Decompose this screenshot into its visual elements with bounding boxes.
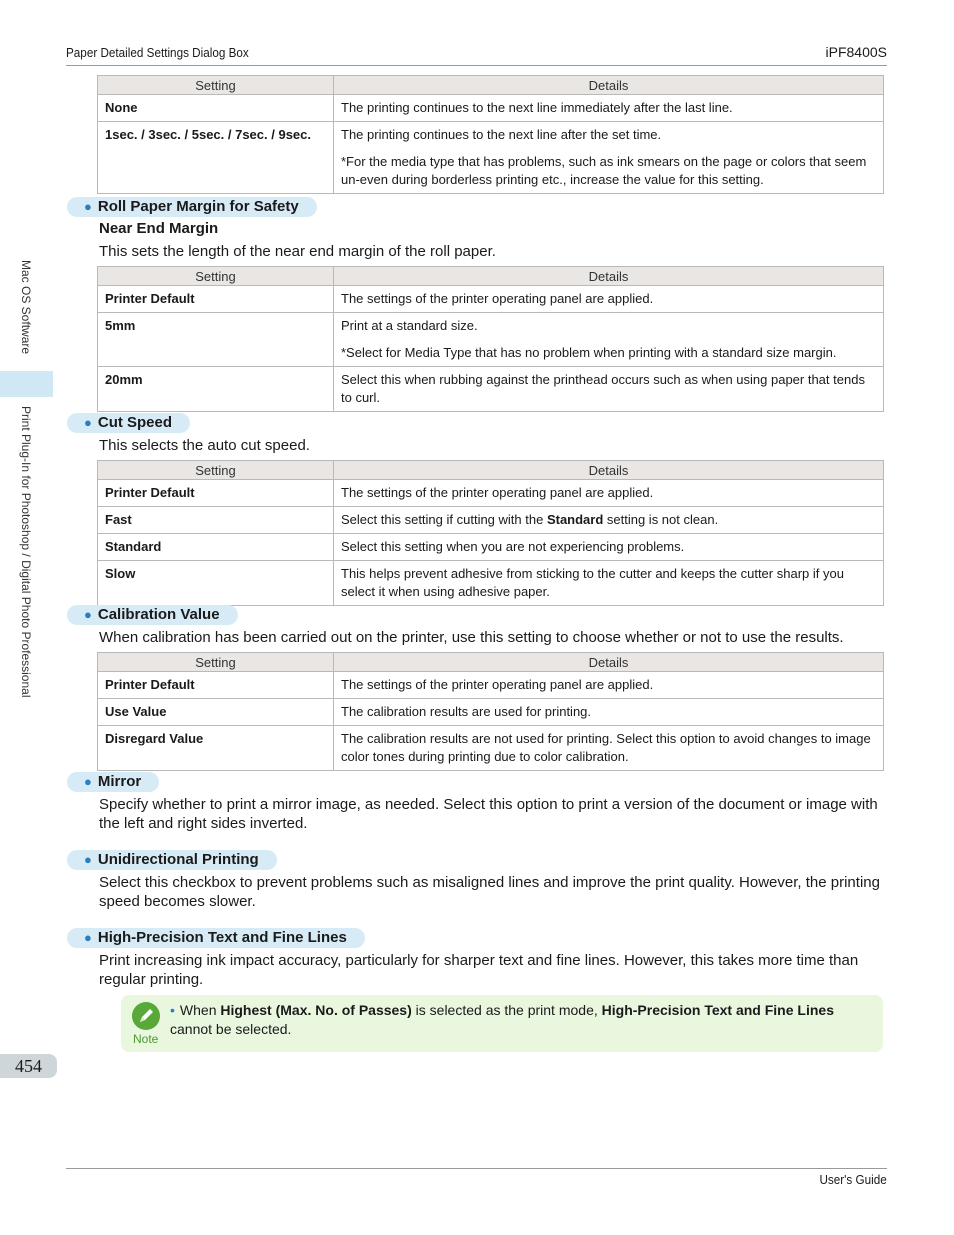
note-box [121,995,883,1052]
column-header-setting: Setting [98,267,334,286]
note-pencil-icon [132,1002,160,1030]
section-heading-high-precision: ● High-Precision Text and Fine Lines [67,928,365,948]
table-row [98,672,884,699]
section-description: This selects the auto cut speed. [99,437,310,454]
bullet-icon: ● [84,774,92,789]
bullet-icon: ● [84,199,92,214]
section-description: This sets the length of the near end margin of the roll paper. [99,243,496,260]
column-header-setting: Setting [98,76,334,95]
details-cell: The settings of the printer operating panel are applied. [334,672,884,699]
running-header-title: Paper Detailed Settings Dialog Box [66,45,249,60]
setting-cell: Use Value [98,699,334,726]
table-row [98,313,884,367]
bullet-icon: • [170,1002,175,1018]
bullet-icon: ● [84,852,92,867]
bullet-icon: ● [84,607,92,622]
table-row [98,699,884,726]
column-header-details: Details [334,461,884,480]
details-cell: Print at a standard size. *Select for Media Type that has no problem when printing with a standard size margin. [334,313,884,367]
table-row [98,286,884,313]
side-tab-marker [0,371,53,397]
details-cell: The printing continues to the next line after the set time. *For the media type that has problems, such as ink smears on the page or colors that seem un-even during borderless printing etc., increase the value for this setting. [334,122,884,194]
column-header-details: Details [334,76,884,95]
table-row [98,95,884,122]
note-text: • When Highest (Max. No. of Passes) is selected as the print mode, High-Precision Text and Fine Lines cannot be selected. [170,1002,834,1037]
bullet-icon: ● [84,930,92,945]
details-cell: The printing continues to the next line immediately after the last line. [334,95,884,122]
bullet-icon: ● [84,415,92,430]
table-row [98,534,884,561]
setting-cell: Printer Default [98,672,334,699]
column-header-details: Details [334,267,884,286]
table-row [98,507,884,534]
page-number: 454 [0,1054,57,1078]
section-heading-mirror: ● Mirror [67,772,159,792]
section-heading-cut-speed: ● Cut Speed [67,413,190,433]
table-near-end-margin [97,266,884,412]
column-header-setting: Setting [98,653,334,672]
table-row [98,122,884,194]
table-row [98,480,884,507]
setting-cell: 20mm [98,367,334,412]
setting-cell: Disregard Value [98,726,334,771]
setting-cell: Fast [98,507,334,534]
section-heading-calibration-value: ● Calibration Value [67,605,238,625]
section-description: When calibration has been carried out on the printer, use this setting to choose whether or not to use the results. [99,629,844,646]
header-rule [66,65,887,66]
table-calibration-value [97,652,884,771]
table-row [98,367,884,412]
setting-cell: None [98,95,334,122]
section-description: Specify whether to print a mirror image, as needed. Select this option to print a version of the document or image with the left and right sides inverted. [99,796,878,832]
column-header-details: Details [334,653,884,672]
setting-cell: 1sec. / 3sec. / 5sec. / 7sec. / 9sec. [98,122,334,194]
setting-cell: Printer Default [98,286,334,313]
table-cut-speed [97,460,884,606]
details-cell: Select this when rubbing against the printhead occurs such as when using paper that tends to curl. [334,367,884,412]
side-tab-section: Mac OS Software [19,260,33,355]
setting-cell: Standard [98,534,334,561]
details-cell: The calibration results are used for printing. [334,699,884,726]
section-heading-roll-paper-margin: ● Roll Paper Margin for Safety [67,197,317,217]
details-cell: Select this setting when you are not experiencing problems. [334,534,884,561]
column-header-setting: Setting [98,461,334,480]
setting-cell: 5mm [98,313,334,367]
table-print-wait [97,75,884,194]
table-row [98,561,884,606]
details-cell: This helps prevent adhesive from sticking to the cutter and keeps the cutter sharp if you select it when using adhesive paper. [334,561,884,606]
side-tab-chapter: Print Plug-In for Photoshop / Digital Photo Professional [19,406,33,698]
section-description: Select this checkbox to prevent problems such as misaligned lines and improve the print quality. However, the printing speed becomes slower. [99,874,880,910]
footer-rule [66,1168,887,1169]
section-description: Print increasing ink impact accuracy, particularly for sharper text and fine lines. However, this takes more time than regular printing. [99,952,859,988]
details-cell: The settings of the printer operating panel are applied. [334,286,884,313]
setting-cell: Printer Default [98,480,334,507]
section-heading-unidirectional-printing: ● Unidirectional Printing [67,850,277,870]
details-cell: The calibration results are not used for printing. Select this option to avoid changes to image color tones during printing due to color calibration. [334,726,884,771]
setting-cell: Slow [98,561,334,606]
subheading-near-end-margin: Near End Margin [99,220,219,237]
running-footer: User's Guide [819,1172,887,1187]
details-cell: Select this setting if cutting with the Standard setting is not clean. [334,507,884,534]
note-label: Note [133,1032,159,1046]
table-row [98,726,884,771]
running-header-model: iPF8400S [825,44,887,60]
details-cell: The settings of the printer operating panel are applied. [334,480,884,507]
